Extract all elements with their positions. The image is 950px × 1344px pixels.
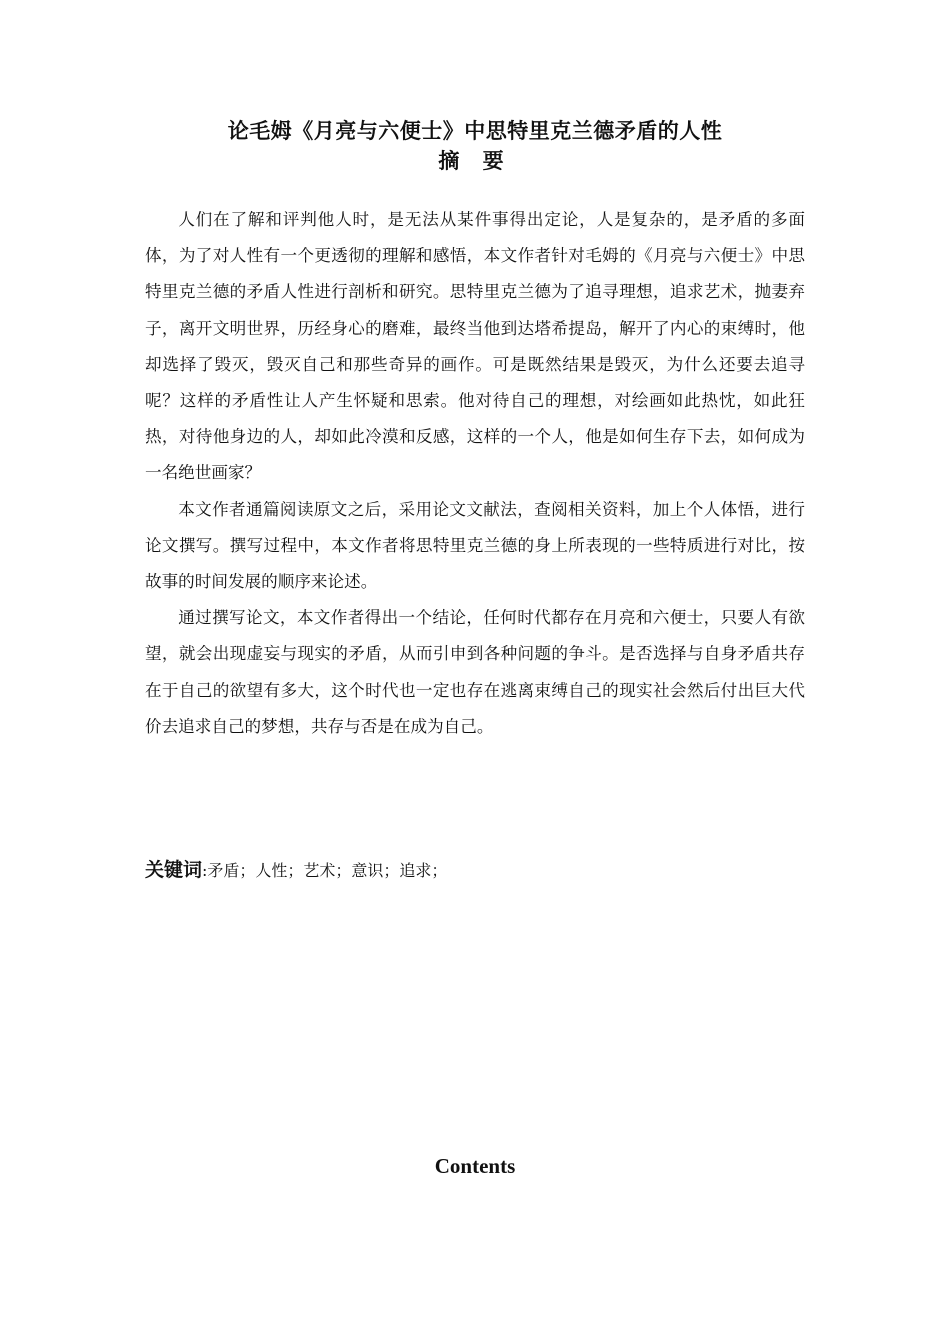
- paper-title: 论毛姆《月亮与六便士》中思特里克兰德矛盾的人性: [227, 119, 723, 143]
- keywords-line: [145, 852, 805, 889]
- keywords-list: 矛盾；人性；艺术；意识；追求；: [207, 861, 448, 880]
- abstract-body: [145, 202, 805, 745]
- abstract-paragraph-2: 本文作者通篇阅读原文之后，采用论文文献法，查阅相关资料，加上个人体悟，进行论文撰写。撰写过程中，本文作者将思特里克兰德的身上所表现的一些特质进行对比，按故事的时间发展的顺序来论述。: [145, 499, 805, 592]
- keywords-label: 关键词: [145, 859, 203, 881]
- abstract-paragraph-3: 通过撰写论文，本文作者得出一个结论，任何时代都存在月亮和六便士，只要人有欲望，就会出现虚妄与现实的矛盾，从而引申到各种问题的争斗。是否选择与自身矛盾共存在于自己的欲望有多大，这个时代也一定也存在逃离束缚自己的现实社会然后付出巨大代价去追求自己的梦想，共存与否是在成为自己。: [145, 608, 805, 736]
- contents-heading: Contents: [434, 1154, 516, 1178]
- keywords-separator: :: [202, 861, 208, 880]
- abstract-paragraph-1: 人们在了解和评判他人时，是无法从某件事得出定论，人是复杂的，是矛盾的多面体，为了对人性有一个更透彻的理解和感悟，本文作者针对毛姆的《月亮与六便士》中思特里克兰德的矛盾人性进行剖析和研究。思特里克兰德为了追寻理想，追求艺术，抛妻弃子，离开文明世界，历经身心的磨难，最终当他到达塔希提岛，解开了内心的束缚时，他却选择了毁灭，毁灭自己和那些奇异的画作。可是既然结果是毁灭，为什么还要去追寻呢？这样的矛盾性让人产生怀疑和思索。他对待自己的理想，对绘画如此热忱，如此狂热，对待他身边的人，却如此冷漠和反感，这样的一个人，他是如何生存下去，如何成为一名绝世画家？: [145, 210, 805, 483]
- abstract-heading: 摘 要: [438, 149, 512, 173]
